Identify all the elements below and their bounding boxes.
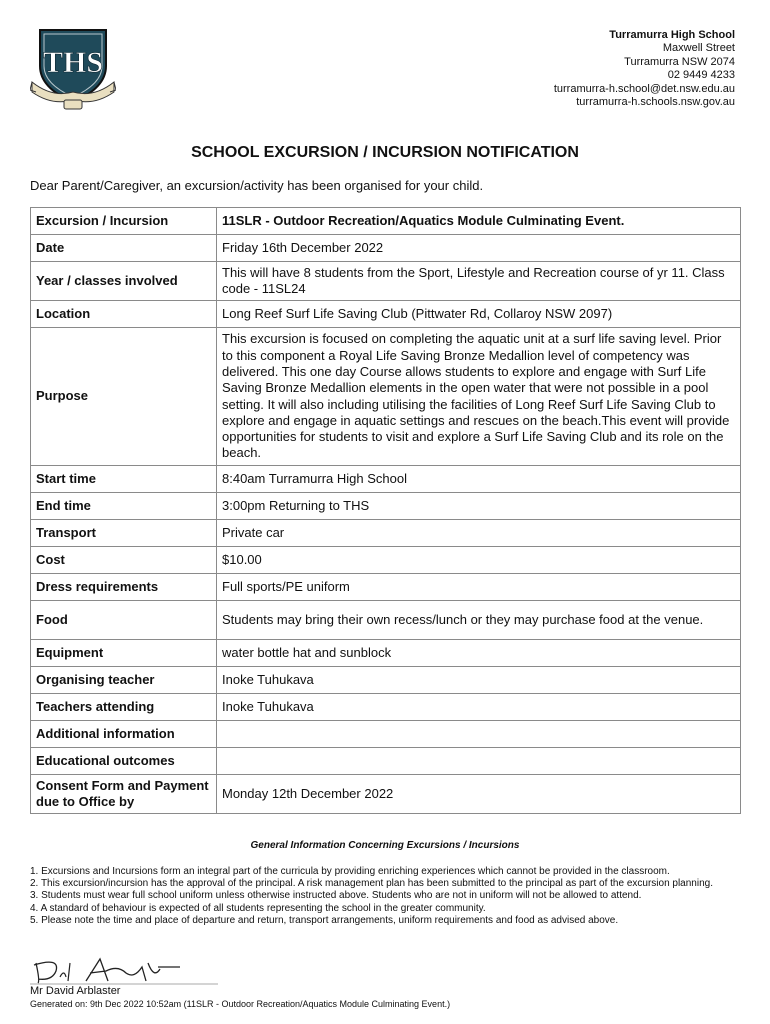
row-value: Long Reef Surf Life Saving Club (Pittwater Rd, Collaroy NSW 2097) — [217, 301, 741, 328]
table-row — [31, 547, 741, 574]
school-suburb: Turramurra NSW 2074 — [624, 55, 735, 68]
row-value: 11SLR - Outdoor Recreation/Aquatics Module Culminating Event. — [217, 208, 741, 235]
row-value: $10.00 — [217, 547, 741, 574]
list-item: 5. Please note the time and place of departure and return, transport arrangements, uniform requirements and food as advised above. — [30, 914, 619, 926]
row-label: Year / classes involved — [31, 262, 217, 301]
row-label: Additional information — [31, 721, 217, 748]
list-item: 4. A standard of behaviour is expected of all students representing the school in the greater community. — [30, 902, 486, 914]
row-value: Private car — [217, 520, 741, 547]
table-row — [31, 574, 741, 601]
row-label: Equipment — [31, 640, 217, 667]
school-crest-icon — [30, 26, 116, 112]
school-website: turramurra-h.schools.nsw.gov.au — [576, 96, 735, 109]
row-label: Food — [31, 601, 217, 640]
table-row — [31, 328, 741, 466]
row-value: 8:40am Turramurra High School — [217, 466, 741, 493]
row-label: Date — [31, 235, 217, 262]
list-item: 2. This excursion/incursion has the approval of the principal. A risk management plan has been submitted to the principal as part of the excursion planning. — [30, 878, 713, 890]
row-value: Full sports/PE uniform — [217, 574, 741, 601]
table-row — [31, 748, 741, 775]
list-item: 1. Excursions and Incursions form an integral part of the curricula by providing enriching experiences which cannot be provided in the classroom. — [30, 866, 670, 877]
row-label: Consent Form and Payment due to Office by — [31, 775, 217, 814]
row-label: Excursion / Incursion — [31, 208, 217, 235]
row-value — [217, 748, 741, 775]
row-value: Monday 12th December 2022 — [217, 775, 741, 814]
generated-footer: Generated on: 9th Dec 2022 10:52am (11SLR - Outdoor Recreation/Aquatics Module Culminating Event.) — [30, 999, 451, 1009]
table-row — [31, 493, 741, 520]
document-title: SCHOOL EXCURSION / INCURSION NOTIFICATION — [191, 144, 579, 161]
table-row — [31, 208, 741, 235]
excursion-details-table — [30, 207, 741, 814]
signature-icon — [30, 955, 220, 987]
table-row — [31, 262, 741, 301]
table-row — [31, 694, 741, 721]
svg-text:THS: THS — [42, 46, 104, 79]
signatory-name: Mr David Arblaster — [30, 985, 121, 997]
row-value: This will have 8 students from the Sport, Lifestyle and Recreation course of yr 11. Class code - 11SL24 — [217, 262, 741, 301]
row-label: Dress requirements — [31, 574, 217, 601]
row-label: Organising teacher — [31, 667, 217, 694]
list-item: 3. Students must wear full school uniform unless otherwise instructed above. Students who are not in uniform will not be allowed to attend. — [30, 890, 642, 902]
table-row — [31, 775, 741, 814]
table-row — [31, 667, 741, 694]
row-value: water bottle hat and sunblock — [217, 640, 741, 667]
row-value: Friday 16th December 2022 — [217, 235, 741, 262]
table-row — [31, 466, 741, 493]
row-label: Educational outcomes — [31, 748, 217, 775]
table-row — [31, 235, 741, 262]
row-label: Location — [31, 301, 217, 328]
row-value: 3:00pm Returning to THS — [217, 493, 741, 520]
school-email: turramurra-h.school@det.nsw.edu.au — [553, 82, 735, 95]
row-value: Students may bring their own recess/lunch or they may purchase food at the venue. — [217, 601, 741, 640]
school-phone: 02 9449 4233 — [667, 69, 735, 82]
general-info-heading: General Information Concerning Excursions / Incursions — [250, 840, 520, 851]
row-label: Cost — [31, 547, 217, 574]
school-contact-block — [554, 29, 735, 109]
table-row — [31, 640, 741, 667]
row-value: Inoke Tuhukava — [217, 694, 741, 721]
school-street: Maxwell Street — [662, 42, 735, 55]
row-label: Teachers attending — [31, 694, 217, 721]
table-row — [31, 601, 741, 640]
school-name: Turramurra High School — [609, 29, 735, 41]
table-row — [31, 721, 741, 748]
row-value: This excursion is focused on completing the aquatic unit at a surf life saving level. Prior to this component a Royal Life Saving Bronze Medallion level of competency was delivered. This one day Course allows students to explore and engage with Surf Life Saving Bronze Medallion elements in the open water that were not possible in a pool setting. It will also including utilising the facilities of Long Reef Surf Life Saving Club to explore and engage in aquatic settings and rescues on the beach.This event will provide opportunities for students to visit and explore a Surf Life Saving Club and its role on the beach. — [217, 328, 741, 466]
table-row — [31, 520, 741, 547]
intro-text: Dear Parent/Caregiver, an excursion/activity has been organised for your child. — [30, 178, 484, 193]
row-label: Transport — [31, 520, 217, 547]
row-value — [217, 721, 741, 748]
row-label: Start time — [31, 466, 217, 493]
table-row — [31, 301, 741, 328]
row-label: End time — [31, 493, 217, 520]
row-label: Purpose — [31, 328, 217, 466]
general-info-list — [30, 866, 736, 927]
row-value: Inoke Tuhukava — [217, 667, 741, 694]
